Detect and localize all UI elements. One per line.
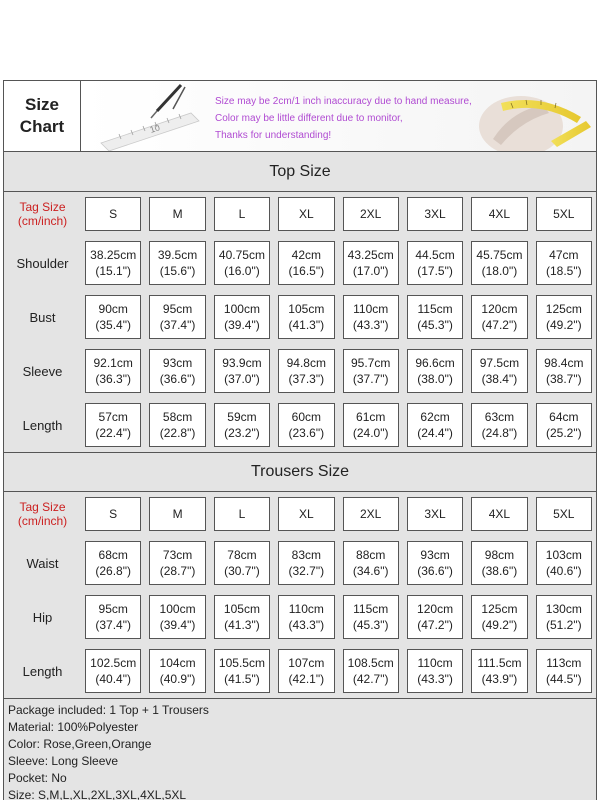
measurement-cell [407,649,463,693]
cm-value: 68cm [98,548,128,562]
measurement-row [4,236,596,290]
cm-value: 43.25cm [347,248,394,262]
cm-value: 90cm [98,302,128,316]
measurement-cell [343,403,399,447]
measurement-cell [278,349,334,393]
measurement-banner [81,81,596,151]
title-line-1: Size [24,95,60,114]
measurement-cell [85,649,141,693]
inch-value: (43.3") [352,318,389,332]
measurement-cell [471,295,527,339]
measurement-label: Bust [4,290,81,344]
measurement-cell [214,649,270,693]
inch-value: (37.4") [159,318,196,332]
inch-value: (41.3") [288,318,325,332]
measurement-row [4,644,596,698]
tag-size-line-2: (cm/inch) [17,514,68,528]
size-cell: L [214,497,270,531]
cm-value: 115cm [417,302,453,316]
cm-value: 64cm [549,410,579,424]
info-line: Package included: 1 Top + 1 Trousers [8,703,209,717]
cm-value: 98.4cm [544,356,584,370]
measurement-cell [471,241,527,285]
inch-value: (18.0") [481,264,518,278]
measurement-row [4,398,596,452]
cm-value: 62cm [420,410,450,424]
product-info [4,698,596,800]
inch-value: (42.1") [288,672,325,686]
size-cell: 4XL [471,497,527,531]
cm-value: 47cm [549,248,579,262]
inch-value: (16.5") [288,264,325,278]
measurement-label: Hip [4,590,81,644]
measurement-label: Waist [4,536,81,590]
cm-value: 93cm [162,356,193,370]
cm-value: 45.75cm [476,248,523,262]
info-line: Color: Rose,Green,Orange [8,737,152,751]
cm-value: 95cm [98,602,128,616]
tag-size-line-1: Tag Size [19,500,66,514]
measurement-cell [536,241,592,285]
inch-value: (35.4") [95,318,131,332]
cm-value: 120cm [417,602,454,616]
measurement-cell [214,403,270,447]
inch-value: (36.6") [159,372,196,386]
inch-value: (18.5") [546,264,582,278]
top-size-header-row [4,192,596,236]
cm-value: 102.5cm [90,656,137,670]
cm-value: 115cm [353,602,389,616]
cm-value: 130cm [545,602,582,616]
measurement-cell [149,649,205,693]
cm-value: 61cm [356,410,386,424]
inch-value: (30.7") [224,564,260,578]
note-line: Size may be 2cm/1 inch inaccuracy due to hand measure, [215,96,472,107]
cm-value: 105cm [288,302,325,316]
inch-value: (49.2") [481,618,518,632]
size-chart [3,80,597,800]
measurement-cell [278,595,334,639]
measurement-cell [407,595,463,639]
size-cell: 4XL [471,197,527,231]
inch-value: (28.7") [159,564,196,578]
inch-value: (39.4") [159,618,196,632]
measurement-cell [85,595,141,639]
measurement-cell [214,241,270,285]
measurement-cell [536,649,592,693]
measurement-cell [407,241,463,285]
cm-value: 107cm [288,656,325,670]
trousers-size-title: Trousers Size [4,452,596,492]
inch-value: (32.7") [288,564,325,578]
cm-value: 39.5cm [157,248,198,262]
size-cell: 3XL [407,497,463,531]
inch-value: (40.4") [95,672,131,686]
cm-value: 94.8cm [286,356,326,370]
measurement-cell [149,403,205,447]
info-line: Size: S,M,L,XL,2XL,3XL,4XL,5XL [8,788,187,800]
inch-value: (47.2") [417,618,453,632]
cm-value: 93.9cm [222,356,262,370]
measurement-cell [343,541,399,585]
measurement-cell [278,241,334,285]
cm-value: 104cm [159,656,196,670]
size-cell: S [85,497,141,531]
inch-value: (45.3") [417,318,453,332]
inch-value: (47.2") [481,318,518,332]
inch-value: (22.4") [95,426,131,440]
inch-value: (38.4") [481,372,518,386]
measurement-cell [278,403,334,447]
top-size-title: Top Size [4,152,596,192]
inch-value: (43.3") [288,618,325,632]
inch-value: (37.7") [352,372,389,386]
measurement-cell [536,403,592,447]
measurement-cell [343,295,399,339]
size-cell: XL [278,497,334,531]
cm-value: 88cm [356,548,386,562]
info-line: Material: 100%Polyester [8,720,139,734]
cm-value: 38.25cm [90,248,137,262]
inch-value: (34.6") [352,564,389,578]
inch-value: (44.5") [546,672,582,686]
info-line: Sleeve: Long Sleeve [8,754,119,768]
chart-title [4,81,81,151]
measurement-row [4,590,596,644]
measurement-cell [536,595,592,639]
inch-value: (40.9") [159,672,196,686]
inch-value: (41.5") [224,672,260,686]
inch-value: (43.3") [417,672,453,686]
cm-value: 125cm [481,602,518,616]
measurement-cell [149,349,205,393]
top-rows [4,236,596,452]
inch-value: (40.6") [546,564,582,578]
cm-value: 78cm [227,548,257,562]
inch-value: (26.8") [95,564,131,578]
cm-value: 92.1cm [93,356,133,370]
chart-header [4,81,596,152]
cm-value: 59cm [227,410,257,424]
size-cell: XL [278,197,334,231]
inch-value: (24.4") [417,426,453,440]
cm-value: 40.75cm [218,248,265,262]
measurement-row [4,290,596,344]
tag-size-line-2: (cm/inch) [17,214,68,228]
inch-value: (17.0") [352,264,389,278]
measurement-cell [407,349,463,393]
measurement-cell [471,349,527,393]
cm-value: 110cm [417,656,453,670]
cm-value: 60cm [291,410,321,424]
tag-size-line-1: Tag Size [19,200,66,214]
measurement-cell [407,403,463,447]
size-cell: M [149,197,205,231]
inch-value: (15.1") [95,264,131,278]
cm-value: 96.6cm [415,356,455,370]
measurement-cell [471,595,527,639]
measurement-cell [343,349,399,393]
measurement-cell [85,403,141,447]
inch-value: (38.0") [417,372,453,386]
note-line: Thanks for understanding! [215,130,332,141]
inch-value: (24.8") [481,426,518,440]
cm-value: 63cm [484,410,515,424]
inch-value: (37.0") [224,372,260,386]
inch-value: (16.0") [224,264,260,278]
inch-value: (22.8") [159,426,196,440]
cm-value: 83cm [291,548,321,562]
cm-value: 100cm [159,602,196,616]
inch-value: (51.2") [546,618,582,632]
info-line: Pocket: No [8,771,67,785]
measurement-cell [85,295,141,339]
measurement-label: Sleeve [4,344,81,398]
cm-value: 105cm [223,602,260,616]
measurement-cell [536,295,592,339]
cm-value: 110cm [353,302,389,316]
cm-value: 113cm [546,656,582,670]
cm-value: 103cm [545,548,582,562]
measurement-cell [149,595,205,639]
inch-value: (39.4") [224,318,260,332]
measurement-cell [214,349,270,393]
measurement-cell [85,349,141,393]
trousers-size-header-row [4,492,596,536]
measurement-label: Length [4,644,81,698]
cm-value: 120cm [481,302,518,316]
cm-value: 95cm [162,302,193,316]
measurement-cell [278,295,334,339]
inch-value: (42.7") [352,672,389,686]
cm-value: 44.5cm [415,248,455,262]
inch-value: (38.7") [546,372,582,386]
inch-value: (23.6") [288,426,325,440]
top-size-table [4,192,596,452]
measurement-row [4,344,596,398]
measurement-cell [471,541,527,585]
measurement-cell [343,241,399,285]
ruler-number: 10 [148,122,162,135]
cm-value: 57cm [98,410,128,424]
measurement-label: Shoulder [4,236,81,290]
measurement-cell [343,595,399,639]
measurement-cell [214,595,270,639]
trousers-rows [4,536,596,698]
cm-value: 100cm [223,302,260,316]
measurement-cell [536,349,592,393]
inch-value: (36.6") [417,564,453,578]
measurement-row [4,536,596,590]
size-cell: 2XL [343,197,399,231]
cm-value: 97.5cm [479,356,520,370]
inch-value: (17.5") [417,264,453,278]
cm-value: 98cm [484,548,515,562]
measurement-cell [278,649,334,693]
inch-value: (15.6") [159,264,196,278]
cm-value: 93cm [420,548,450,562]
trousers-size-table [4,492,596,698]
inch-value: (41.3") [224,618,260,632]
measurement-cell [343,649,399,693]
size-cell: S [85,197,141,231]
cm-value: 95.7cm [351,356,391,370]
cm-value: 42cm [291,248,321,262]
size-cell: 5XL [536,497,592,531]
size-cell: M [149,497,205,531]
cm-value: 108.5cm [347,656,394,670]
size-cell: 5XL [536,197,592,231]
measurement-cell [278,541,334,585]
measurement-cell [149,541,205,585]
inch-value: (45.3") [352,618,389,632]
measurement-cell [149,295,205,339]
cm-value: 111.5cm [477,656,522,670]
cm-value: 73cm [162,548,193,562]
measurement-cell [471,403,527,447]
inch-value: (24.0") [352,426,389,440]
measurement-cell [214,541,270,585]
measurement-label: Length [4,398,81,452]
measurement-notes [215,93,472,144]
cm-value: 110cm [288,602,324,616]
inch-value: (36.3") [95,372,131,386]
size-cell: 2XL [343,497,399,531]
tag-size-label [4,492,81,536]
inch-value: (49.2") [546,318,582,332]
measurement-cell [85,241,141,285]
tag-size-label [4,192,81,236]
measurement-cell [214,295,270,339]
measurement-cell [85,541,141,585]
cm-value: 125cm [545,302,582,316]
inch-value: (38.6") [481,564,518,578]
cm-value: 58cm [162,410,193,424]
inch-value: (25.2") [546,426,582,440]
measurement-cell [471,649,527,693]
inch-value: (23.2") [224,426,260,440]
inch-value: (37.3") [288,372,325,386]
size-cell: L [214,197,270,231]
note-line: Color may be little different due to monitor, [215,113,403,124]
inch-value: (43.9") [481,672,518,686]
title-line-2: Chart [19,117,65,136]
inch-value: (37.4") [95,618,131,632]
measurement-cell [149,241,205,285]
size-cell: 3XL [407,197,463,231]
measurement-cell [407,541,463,585]
measurement-cell [536,541,592,585]
measurement-cell [407,295,463,339]
cm-value: 105.5cm [218,656,265,670]
